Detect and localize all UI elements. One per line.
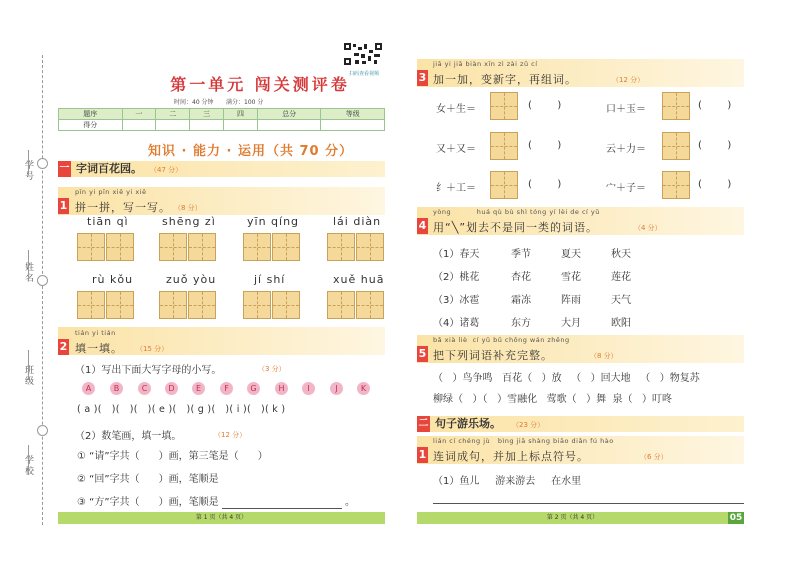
pinyin-word: yīn qíng bbox=[247, 215, 300, 228]
question-points: （12 分） bbox=[612, 76, 645, 84]
writing-grid-box[interactable] bbox=[159, 291, 187, 319]
item-text: ）画，笔顺是 bbox=[158, 497, 219, 508]
item-text: ） bbox=[257, 451, 268, 462]
idiom-fill-line[interactable]: （ ）鸟争鸣 百花（ ）放 （ ）回大地 （ ）物复苏 bbox=[433, 373, 700, 384]
question-text: 用“╲”划去不是同一类的词语。 bbox=[433, 221, 599, 234]
question-pinyin: tián yi tián bbox=[75, 329, 116, 337]
side-write-line bbox=[28, 250, 29, 280]
side-label-class: 班级 bbox=[23, 365, 33, 387]
question-pinyin: jiā yi jiā biàn xīn zì zài zǔ cí bbox=[433, 60, 538, 68]
score-table-header: 四 bbox=[224, 109, 258, 120]
letter-circle: D bbox=[165, 382, 178, 395]
score-table bbox=[58, 108, 385, 131]
word-option[interactable]: 雪花 bbox=[561, 272, 581, 283]
answer-blank[interactable] bbox=[143, 451, 156, 462]
word-option[interactable]: 欧阳 bbox=[611, 318, 631, 329]
writing-grid-box[interactable] bbox=[490, 171, 518, 199]
page-footer: 第 1 页（共 4 页） bbox=[58, 512, 385, 524]
writing-grid-box[interactable] bbox=[272, 291, 300, 319]
writing-grid-box[interactable] bbox=[188, 291, 216, 319]
page-number-badge: 05 bbox=[729, 513, 743, 523]
word-option[interactable]: 东方 bbox=[511, 318, 531, 329]
word-blank[interactable]: ( ) bbox=[528, 100, 562, 111]
writing-grid-box[interactable] bbox=[77, 233, 105, 261]
binding-dashed-line bbox=[42, 55, 43, 525]
pinyin-word: jí shí bbox=[254, 273, 286, 286]
binding-hole-icon bbox=[37, 425, 48, 436]
writing-grid-box[interactable] bbox=[272, 233, 300, 261]
score-table-header: 二 bbox=[156, 109, 190, 120]
item-marker: ③ bbox=[77, 497, 86, 508]
side-write-line bbox=[28, 150, 29, 175]
section-title: 句子游乐场。 bbox=[435, 417, 501, 430]
score-cell[interactable] bbox=[190, 120, 224, 131]
item-text: ）画，笔顺是 bbox=[158, 474, 219, 485]
binding-hole-icon bbox=[37, 275, 48, 286]
word-blank[interactable]: ( ) bbox=[528, 179, 562, 190]
score-table-header: 一 bbox=[122, 109, 156, 120]
question-pinyin: pīn yi pīn xiě yi xiě bbox=[75, 188, 147, 196]
letter-circle: B bbox=[110, 382, 123, 395]
lowercase-answer-row[interactable]: ( a )( )( )( )( e )( )( g )( )( i )( )( k ) bbox=[77, 404, 286, 415]
sub-question-points: （12 分） bbox=[214, 431, 247, 439]
word-blank[interactable]: ( ) bbox=[528, 140, 562, 151]
writing-grid-box[interactable] bbox=[77, 291, 105, 319]
score-cell[interactable] bbox=[257, 120, 321, 131]
page-footer: 第 2 页（共 4 页） bbox=[417, 512, 728, 524]
question-number: 1 bbox=[59, 199, 68, 212]
word-option[interactable]: （1）春天 bbox=[433, 249, 480, 260]
stroke-item-2 bbox=[77, 470, 219, 485]
char-equation: 纟＋工＝ bbox=[436, 183, 476, 194]
letter-circle: C bbox=[138, 382, 151, 395]
idiom-fill-line[interactable]: 柳绿（ ）（ ）雪融化 莺歌（ ）舞 泉（ ）叮咚 bbox=[433, 394, 673, 405]
item-text: “请”字共（ bbox=[89, 451, 140, 462]
answer-line[interactable] bbox=[433, 503, 744, 504]
question-points: （15 分） bbox=[136, 345, 169, 353]
word-blank[interactable]: ( ) bbox=[698, 100, 732, 111]
score-row-label: 得分 bbox=[59, 120, 123, 131]
letter-circle: I bbox=[302, 382, 315, 395]
sub-question-text: （2）数笔画，填一填。 bbox=[75, 431, 182, 442]
qr-caption: 扫码查看视频 bbox=[348, 71, 379, 77]
answer-blank[interactable] bbox=[143, 497, 156, 508]
writing-grid-box[interactable] bbox=[356, 291, 384, 319]
writing-grid-box[interactable] bbox=[490, 132, 518, 160]
writing-grid-box[interactable] bbox=[106, 233, 134, 261]
question-points: （8 分） bbox=[590, 352, 618, 360]
score-table-header: 题序 bbox=[59, 109, 123, 120]
word-blank[interactable]: ( ) bbox=[698, 179, 732, 190]
pinyin-word: xuě huā bbox=[333, 273, 385, 286]
section-points: （47 分） bbox=[150, 166, 183, 174]
question-text: 连词成句，并加上标点符号。 bbox=[433, 450, 589, 463]
writing-grid-box[interactable] bbox=[243, 291, 271, 319]
letter-circle: G bbox=[247, 382, 260, 395]
word-option[interactable]: 大月 bbox=[561, 318, 581, 329]
time-label: 时间：40 分钟 bbox=[174, 99, 214, 106]
full-score-label: 满分：100 分 bbox=[226, 99, 264, 106]
side-label-name: 姓名 bbox=[23, 262, 33, 284]
item-marker: ② bbox=[77, 474, 86, 485]
writing-grid-box[interactable] bbox=[327, 233, 355, 261]
question-pinyin: bǎ xià liè cí yǔ bǔ chōng wán zhěng bbox=[433, 336, 570, 344]
word-option[interactable]: （2）桃花 bbox=[433, 272, 480, 283]
pinyin-word: zuǒ yòu bbox=[166, 273, 217, 286]
writing-grid-box[interactable] bbox=[327, 291, 355, 319]
letter-circle: F bbox=[220, 382, 233, 395]
section-number: 一 bbox=[58, 161, 71, 177]
question-number: 3 bbox=[418, 71, 427, 84]
word-option[interactable]: 秋天 bbox=[611, 249, 631, 260]
word-row bbox=[433, 268, 631, 283]
section-number: 二 bbox=[417, 416, 430, 432]
score-table-header: 三 bbox=[190, 109, 224, 120]
question-text: 把下列词语补充完整。 bbox=[433, 349, 553, 362]
char-equation: 云＋力＝ bbox=[606, 144, 646, 155]
side-write-line bbox=[28, 445, 29, 475]
word-row bbox=[433, 291, 631, 306]
answer-blank[interactable] bbox=[143, 474, 156, 485]
stroke-item-1 bbox=[77, 447, 268, 462]
question-text: 拼一拼，写一写。 bbox=[75, 201, 171, 214]
question-points: （6 分） bbox=[640, 453, 668, 461]
writing-grid-box[interactable] bbox=[188, 233, 216, 261]
stroke-item-3 bbox=[77, 493, 355, 509]
pinyin-word: lái diàn bbox=[333, 215, 382, 228]
writing-grid-box[interactable] bbox=[159, 233, 187, 261]
char-equation: 女＋生＝ bbox=[436, 104, 476, 115]
question-points: （8 分） bbox=[174, 204, 202, 212]
question-pinyin: lián cí chéng jù bìng jiā shàng biāo diǎn fú hào bbox=[433, 437, 614, 445]
writing-grid-box[interactable] bbox=[662, 132, 690, 160]
item-marker: ① bbox=[77, 451, 86, 462]
pinyin-word: shēng zì bbox=[162, 215, 216, 228]
sub-question-text: （1）写出下面大写字母的小写。 bbox=[75, 365, 222, 376]
letter-circle: H bbox=[275, 382, 288, 395]
word-option[interactable]: 阵雨 bbox=[561, 295, 581, 306]
word-row bbox=[433, 245, 631, 260]
writing-grid-box[interactable] bbox=[106, 291, 134, 319]
word-option[interactable]: 季节 bbox=[511, 249, 531, 260]
binding-hole-icon bbox=[37, 158, 48, 169]
page-title: 第一单元 闯关测评卷 bbox=[170, 75, 350, 94]
word-option[interactable]: 杏花 bbox=[511, 272, 531, 283]
char-equation: 又＋又＝ bbox=[436, 144, 476, 155]
answer-blank[interactable] bbox=[242, 451, 255, 462]
word-option[interactable]: （3）冰雹 bbox=[433, 295, 480, 306]
sub-question-points: （3 分） bbox=[258, 365, 286, 373]
writing-grid-box[interactable] bbox=[356, 233, 384, 261]
writing-grid-box[interactable] bbox=[490, 92, 518, 120]
writing-grid-box[interactable] bbox=[662, 171, 690, 199]
word-blank[interactable]: ( ) bbox=[698, 140, 732, 151]
qr-code-icon bbox=[343, 42, 383, 66]
score-cell[interactable] bbox=[156, 120, 190, 131]
question-text: 加一加，变新字，再组词。 bbox=[433, 73, 577, 86]
question-number: 4 bbox=[418, 219, 427, 232]
question-number: 5 bbox=[418, 347, 427, 360]
score-table-header: 总分 bbox=[257, 109, 321, 120]
score-table-header: 等级 bbox=[321, 109, 385, 120]
section-title: 字词百花园。 bbox=[76, 162, 142, 175]
word-option[interactable]: （4）诸葛 bbox=[433, 318, 480, 329]
pinyin-word: rù kǒu bbox=[92, 273, 134, 286]
char-equation: 宀＋子＝ bbox=[606, 183, 646, 194]
question-text: 填一填。 bbox=[75, 342, 123, 355]
item-text: 。 bbox=[345, 497, 355, 508]
word-row bbox=[433, 314, 631, 329]
word-option[interactable]: 莲花 bbox=[611, 272, 631, 283]
side-label-school: 学校 bbox=[23, 455, 33, 477]
answer-line[interactable] bbox=[222, 497, 342, 509]
letter-circle: A bbox=[82, 382, 95, 395]
writing-grid-box[interactable] bbox=[243, 233, 271, 261]
char-equation: 口＋玉＝ bbox=[606, 104, 646, 115]
letter-circle: J bbox=[330, 382, 343, 395]
item-text: “回”字共（ bbox=[89, 474, 140, 485]
word-option[interactable]: 天气 bbox=[611, 295, 631, 306]
item-text: ）画，第三笔是（ bbox=[158, 451, 239, 462]
section-subtitle: 知识 · 能力 · 运用（共 70 分） bbox=[148, 144, 354, 159]
letter-circle: K bbox=[357, 382, 370, 395]
item-text: “方”字共（ bbox=[89, 497, 140, 508]
score-cell[interactable] bbox=[122, 120, 156, 131]
sentence-words: （1）鱼儿 游来游去 在水里 bbox=[433, 476, 582, 487]
word-option[interactable]: 夏天 bbox=[561, 249, 581, 260]
section-points: （23 分） bbox=[512, 421, 545, 429]
question-points: （4 分） bbox=[634, 224, 662, 232]
score-cell[interactable] bbox=[321, 120, 385, 131]
side-label-student-number: 学号 bbox=[23, 160, 33, 182]
writing-grid-box[interactable] bbox=[662, 92, 690, 120]
question-pinyin: yòng huá qù bù shì tóng yí lèi de cí yǔ bbox=[433, 208, 600, 216]
side-write-line bbox=[28, 350, 29, 380]
question-number: 2 bbox=[59, 340, 68, 353]
letter-circle: E bbox=[192, 382, 205, 395]
word-option[interactable]: 霜冻 bbox=[511, 295, 531, 306]
score-cell[interactable] bbox=[224, 120, 258, 131]
question-number: 1 bbox=[418, 448, 427, 461]
pinyin-word: tiān qì bbox=[87, 215, 129, 228]
